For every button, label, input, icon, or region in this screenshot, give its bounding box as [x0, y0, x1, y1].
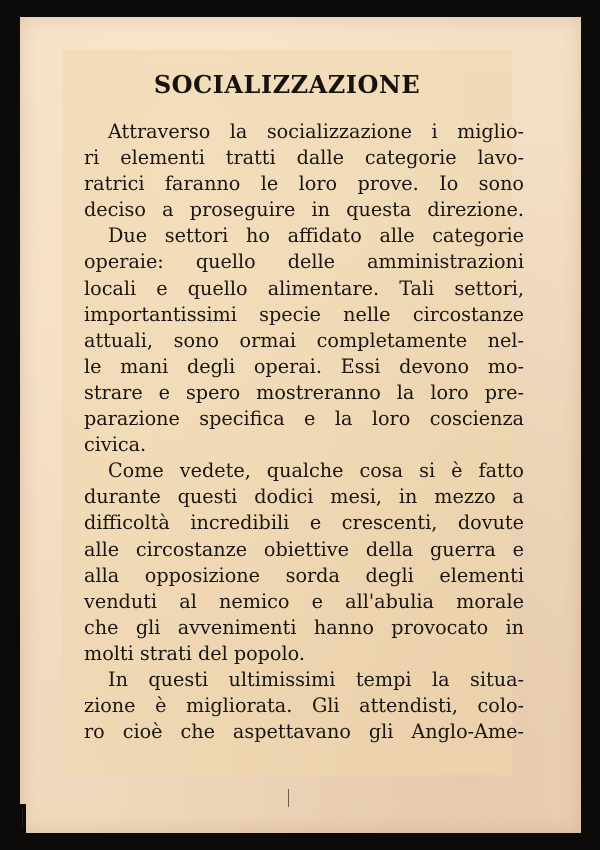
- paragraph-4: [84, 667, 524, 745]
- text-line: Come vedete, qualche cosa si è fatto: [108, 459, 524, 483]
- text-line: che gli avvenimenti hanno provocato in: [84, 615, 524, 639]
- text-line: In questi ultimissimi tempi la situa-: [108, 667, 524, 691]
- text-line: venduti al nemico e all'abulia morale: [84, 589, 524, 613]
- paragraph-1: [84, 119, 524, 223]
- page-title: SOCIALIZZAZIONE: [153, 70, 421, 99]
- scan-mark: [288, 789, 289, 807]
- text-line: importantissimi specie nelle circostanze: [84, 302, 524, 326]
- text-line: strare e spero mostreranno la loro pre-: [84, 380, 524, 404]
- text-line: ratrici faranno le loro prove. Io sono: [84, 172, 524, 196]
- text-line: deciso a proseguire in questa direzione.: [84, 198, 524, 222]
- text-line: molti strati del popolo.: [84, 641, 305, 665]
- text-line: parazione specifica e la loro coscienza: [84, 407, 524, 431]
- text-line: alla opposizione sorda degli elementi: [84, 563, 524, 587]
- body-text: [84, 119, 524, 745]
- text-line: locali e quello alimentare. Tali settori,: [84, 276, 524, 300]
- text-line: Due settori ho affidato alle categorie: [108, 224, 524, 248]
- text-line: ri elementi tratti dalle categorie lavo-: [84, 146, 524, 170]
- scan-mark: [22, 808, 23, 826]
- text-line: zione è migliorata. Gli attendisti, colo-: [84, 694, 524, 718]
- text-line: alle circostanze obiettive della guerra e: [84, 537, 524, 561]
- paragraph-3: [84, 458, 524, 667]
- paragraph-2: [84, 223, 524, 458]
- text-line: difficoltà incredibili e crescenti, dovute: [84, 511, 524, 535]
- text-line: operaie: quello delle amministrazioni: [84, 250, 524, 274]
- text-line: attuali, sono ormai completamente nel-: [84, 328, 524, 352]
- text-line: Attraverso la socializzazione i miglio-: [108, 120, 524, 143]
- text-line: durante questi dodici mesi, in mezzo a: [84, 485, 524, 509]
- text-line: le mani degli operai. Essi devono mo-: [84, 354, 524, 378]
- text-line: ro cioè che aspettavano gli Anglo-Ame-: [84, 720, 524, 744]
- text-line: civica.: [84, 433, 147, 457]
